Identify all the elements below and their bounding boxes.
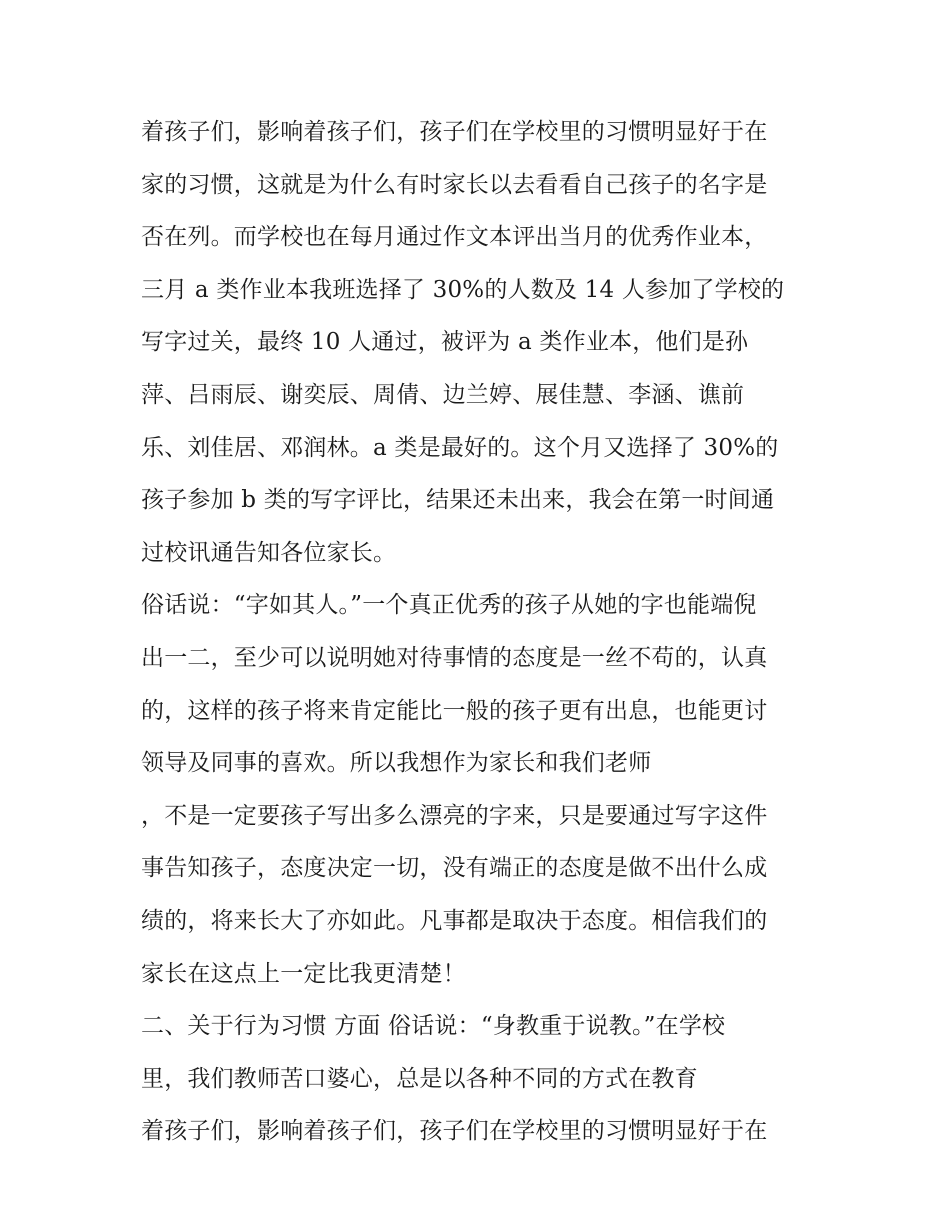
body-text bbox=[141, 106, 821, 1158]
text-line: 乐、刘佳居、邓润林。a 类是最好的。这个月又选择了 30%的 bbox=[141, 434, 779, 461]
text-line: 的，这样的孩子将来肯定能比一般的孩子更有出息，也能更讨 bbox=[141, 697, 768, 724]
text-line: 家长在这点上一定比我更清楚！ bbox=[141, 960, 466, 987]
text-line: 二、关于行为习惯 方面 俗话说：“身教重于说教。”在学校 bbox=[141, 1013, 726, 1040]
text-line: 家的习惯，这就是为什么有时家长以去看看自己孩子的名字是 bbox=[141, 171, 768, 198]
text-line: 出一二，至少可以说明她对待事情的态度是一丝不苟的，认真 bbox=[141, 644, 768, 671]
text-line: 着孩子们，影响着孩子们，孩子们在学校里的习惯明显好于在 bbox=[141, 1118, 768, 1145]
text-line: 否在列。而学校也在每月通过作文本评出当月的优秀作业本， bbox=[141, 224, 768, 251]
text-line: 事告知孩子，态度决定一切，没有端正的态度是做不出什么成 bbox=[141, 855, 768, 882]
text-line: 孩子参加 b 类的写字评比，结果还未出来，我会在第一时间通 bbox=[141, 487, 775, 514]
text-line: 萍、吕雨辰、谢奕辰、周倩、边兰婷、展佳慧、李涵、谯前 bbox=[141, 381, 745, 408]
text-line: 俗话说：“字如其人。”一个真正优秀的孩子从她的字也能端倪 bbox=[141, 592, 757, 619]
text-line: 写字过关，最终 10 人通过，被评为 a 类作业本，他们是孙 bbox=[141, 329, 749, 356]
text-line: 三月 a 类作业本我班选择了 30%的人数及 14 人参加了学校的 bbox=[141, 276, 785, 303]
text-line: 里，我们教师苦口婆心，总是以各种不同的方式在教育 bbox=[141, 1065, 698, 1092]
text-line: 绩的，将来长大了亦如此。凡事都是取决于态度。相信我们的 bbox=[141, 907, 768, 934]
text-line: 过校讯通告知各位家长。 bbox=[141, 539, 397, 566]
text-line: 领导及同事的喜欢。所以我想作为家长和我们老师 bbox=[141, 750, 652, 777]
text-line: 着孩子们，影响着孩子们，孩子们在学校里的习惯明显好于在 bbox=[141, 119, 768, 145]
text-line: ，不是一定要孩子写出多么漂亮的字来，只是要通过写字这件 bbox=[141, 802, 768, 829]
